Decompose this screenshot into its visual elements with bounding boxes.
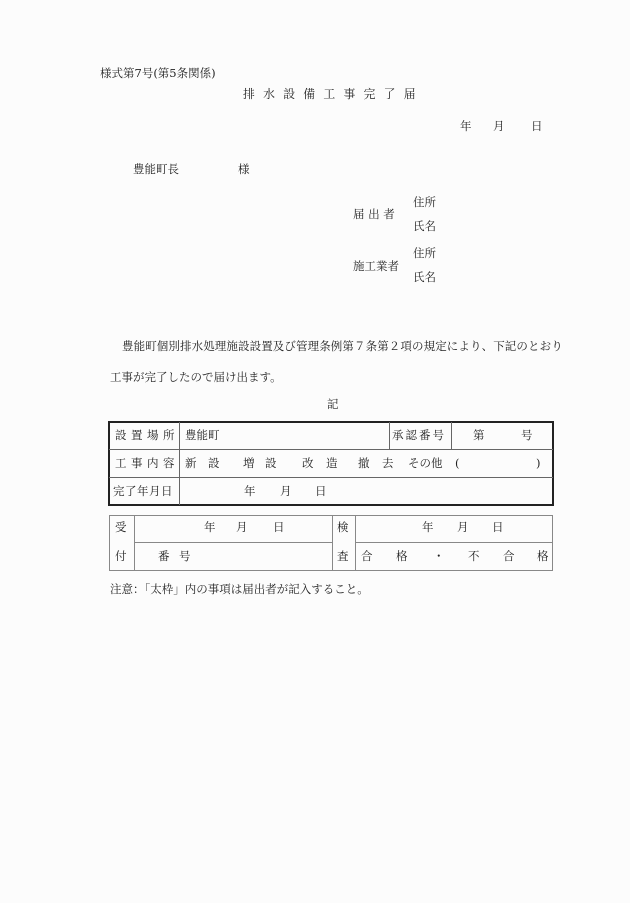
approval-suffix: 号 <box>521 428 533 442</box>
table-border-left <box>108 421 110 506</box>
column-divider <box>389 422 390 449</box>
reception-label-top: 受 <box>115 520 127 534</box>
reception-day: 日 <box>273 520 285 534</box>
table-border-right <box>552 421 554 506</box>
reception-number-go: 号 <box>179 549 191 563</box>
row-divider <box>355 542 552 543</box>
table-border-right <box>552 515 553 570</box>
applicant-address-label: 住所 <box>413 195 436 209</box>
result-pass-2: 格 <box>396 549 408 563</box>
reception-label-bottom: 付 <box>115 549 127 563</box>
table-border-top <box>109 515 553 516</box>
completion-day[interactable]: 日 <box>315 484 327 498</box>
date-year: 年 <box>460 119 472 133</box>
completion-date-label: 完了年月日 <box>113 484 173 498</box>
inspection-year: 年 <box>422 520 434 534</box>
page-title: 排水設備工事完了届 <box>243 87 424 101</box>
body-line-2: 工事が完了したので届け出ます。 <box>110 370 282 384</box>
approval-number-label: 承認番号 <box>392 428 446 442</box>
body-line-1: 豊能町個別排水処理施設設置及び管理条例第７条第２項の規定により、下記のとおり <box>122 339 563 353</box>
inspection-label-top: 検 <box>337 520 349 534</box>
option-modify-2[interactable]: 造 <box>326 456 338 470</box>
date-day: 日 <box>531 119 543 133</box>
result-fail-3: 格 <box>537 549 549 563</box>
result-pass-1: 合 <box>361 549 373 563</box>
row-divider <box>109 477 553 478</box>
reception-year: 年 <box>204 520 216 534</box>
location-value[interactable]: 豊能町 <box>185 428 220 442</box>
form-number: 様式第7号(第5条関係) <box>100 66 216 80</box>
table-border-left <box>109 515 110 570</box>
option-new-1[interactable]: 新 <box>185 456 197 470</box>
reception-month: 月 <box>236 520 248 534</box>
work-content-label: 工事内容 <box>115 456 179 470</box>
completion-year[interactable]: 年 <box>244 484 256 498</box>
paren-close: ) <box>536 456 541 470</box>
column-divider <box>179 422 180 505</box>
result-separator: ・ <box>433 549 445 563</box>
applicant-name-label: 氏名 <box>413 219 436 233</box>
column-divider <box>451 422 452 449</box>
contractor-address-label: 住所 <box>413 246 436 260</box>
table-border-bottom <box>109 570 553 571</box>
addressee-name: 豊能町長 <box>133 162 179 176</box>
option-remove-2[interactable]: 去 <box>382 456 394 470</box>
reception-number-ban: 番 <box>158 549 170 563</box>
option-add-2[interactable]: 設 <box>265 456 277 470</box>
approval-prefix: 第 <box>473 428 485 442</box>
applicant-label: 届 出 者 <box>353 207 395 221</box>
note: 注意：「太枠」内の事項は届出者が記入すること。 <box>110 582 369 596</box>
option-remove-1[interactable]: 撤 <box>358 456 370 470</box>
ki-heading: 記 <box>327 397 339 411</box>
table-border-top <box>108 421 554 423</box>
location-label: 設置場所 <box>115 428 179 442</box>
inspection-day: 日 <box>492 520 504 534</box>
table-border-bottom <box>108 504 554 506</box>
row-divider <box>134 542 332 543</box>
option-other[interactable]: その他 <box>408 456 443 470</box>
result-fail-1: 不 <box>468 549 480 563</box>
inspection-label-bottom: 査 <box>337 549 349 563</box>
paren-open: ( <box>455 456 460 470</box>
contractor-name-label: 氏名 <box>413 270 436 284</box>
inspection-month: 月 <box>457 520 469 534</box>
option-modify-1[interactable]: 改 <box>302 456 314 470</box>
contractor-label: 施工業者 <box>353 259 399 273</box>
addressee-honorific: 様 <box>238 162 250 176</box>
option-add-1[interactable]: 増 <box>243 456 255 470</box>
date-month: 月 <box>493 119 505 133</box>
row-divider <box>109 449 553 450</box>
option-new-2[interactable]: 設 <box>208 456 220 470</box>
column-divider <box>332 515 333 570</box>
completion-month[interactable]: 月 <box>280 484 292 498</box>
result-fail-2: 合 <box>503 549 515 563</box>
